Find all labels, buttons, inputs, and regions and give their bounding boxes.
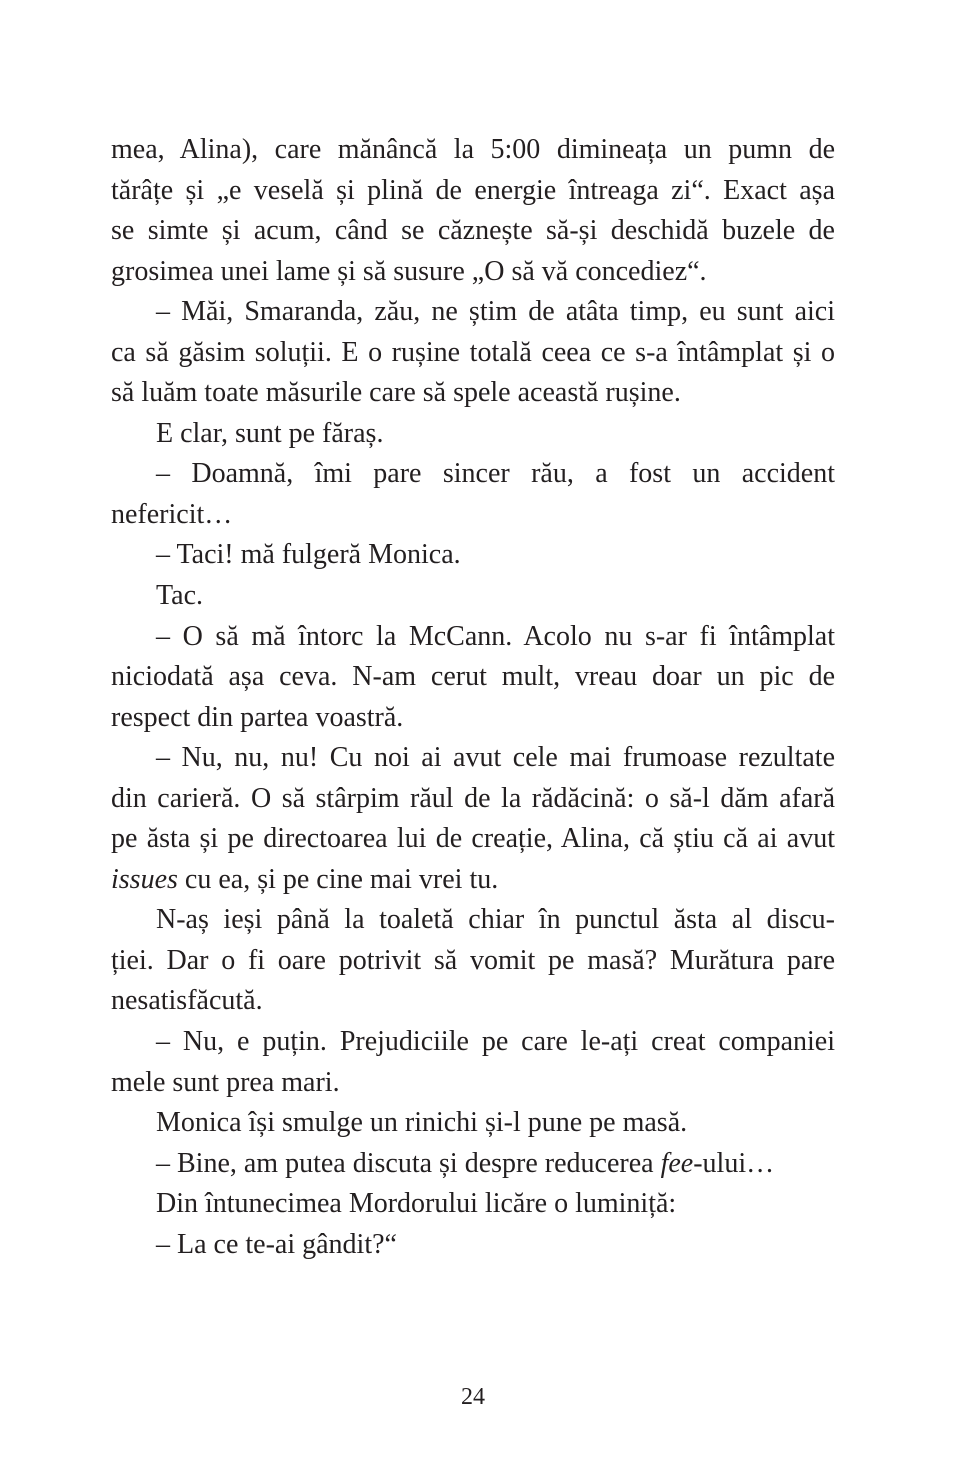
text-segment: N-aș ieși până la toaletă chiar în punctul ăsta al discu- — [156, 904, 835, 936]
text-line — [111, 1144, 835, 1185]
text-line — [111, 414, 835, 455]
text-segment: – Taci! mă fulgeră Monica. — [156, 539, 461, 571]
text-line — [111, 1225, 835, 1266]
text-segment: – Nu, nu, nu! Cu noi ai avut cele mai frumoase rezultate — [156, 742, 835, 774]
text-line — [111, 211, 835, 252]
text-line — [111, 941, 835, 982]
text-segment: din carieră. O să stârpim răul de la rădăcină: o să-l dăm afară — [111, 782, 835, 814]
text-line — [111, 819, 835, 860]
italic-text: issues — [111, 863, 178, 895]
text-line — [111, 1063, 835, 1104]
text-line — [111, 333, 835, 374]
text-line — [111, 130, 835, 171]
body-text — [111, 130, 835, 1265]
italic-text: fee — [660, 1147, 694, 1179]
text-line — [111, 576, 835, 617]
text-line — [111, 1022, 835, 1063]
text-segment: tărâțe și „e veselă și plină de energie întreaga zi“. Exact așa — [111, 174, 835, 206]
text-line — [111, 617, 835, 658]
text-line — [111, 454, 835, 495]
text-line — [111, 779, 835, 820]
text-segment: – Nu, e puțin. Prejudiciile pe care le-ați creat companiei — [156, 1026, 835, 1058]
text-line — [111, 535, 835, 576]
text-segment: – Măi, Smaranda, zău, ne știm de atâta timp, eu sunt aici — [156, 296, 835, 328]
text-segment: ca să găsim soluții. E o rușine totală ceea ce s-a întâmplat și o — [111, 336, 835, 368]
text-segment: Din întunecimea Mordorului licăre o luminiță: — [156, 1188, 677, 1220]
text-segment: niciodată așa ceva. N-am cerut mult, vreau doar un pic de — [111, 661, 835, 693]
text-line — [111, 252, 835, 293]
text-segment: respect din partea voastră. — [111, 701, 404, 733]
text-segment: nefericit… — [111, 498, 233, 530]
text-segment: nesatisfăcută. — [111, 985, 263, 1017]
text-line — [111, 698, 835, 739]
text-line — [111, 860, 835, 901]
text-segment: cu ea, și pe cine mai vrei tu. — [177, 863, 499, 895]
text-segment: Monica își smulge un rinichi și-l pune pe masă. — [156, 1107, 688, 1139]
text-segment: se simte și acum, când se căznește să-și deschidă buzele de — [111, 215, 835, 247]
text-segment: să luăm toate măsurile care să spele această rușine. — [111, 377, 681, 409]
text-segment: pe ăsta și pe directoarea lui de creație, Alina, că știu că ai avut — [111, 823, 835, 855]
text-line — [111, 292, 835, 333]
text-segment: -ului… — [693, 1147, 775, 1179]
text-segment: ției. Dar o fi oare potrivit să vomit pe masă? Murătura pare — [111, 944, 835, 976]
text-segment: – O să mă întorc la McCann. Acolo nu s-ar fi întâmplat — [156, 620, 835, 652]
text-line — [111, 981, 835, 1022]
text-line — [111, 1184, 835, 1225]
text-segment: E clar, sunt pe făraș. — [156, 417, 384, 449]
text-segment: grosimea unei lame și să susure „O să vă concediez“. — [111, 255, 707, 287]
text-segment: – La ce te-ai gândit?“ — [156, 1228, 397, 1260]
page-number: 24 — [461, 1384, 485, 1410]
text-line — [111, 657, 835, 698]
text-line — [111, 171, 835, 212]
text-segment: mele sunt prea mari. — [111, 1066, 340, 1098]
text-line — [111, 900, 835, 941]
text-segment: – Bine, am putea discuta și despre reducerea — [156, 1147, 661, 1179]
text-line — [111, 738, 835, 779]
text-line — [111, 1103, 835, 1144]
text-line — [111, 495, 835, 536]
text-segment: – Doamnă, îmi pare sincer rău, a fost un accident — [156, 458, 835, 490]
text-segment: Tac. — [156, 580, 204, 612]
text-segment: mea, Alina), care mănâncă la 5:00 dimineața un pumn de — [111, 134, 835, 165]
text-line — [111, 373, 835, 414]
